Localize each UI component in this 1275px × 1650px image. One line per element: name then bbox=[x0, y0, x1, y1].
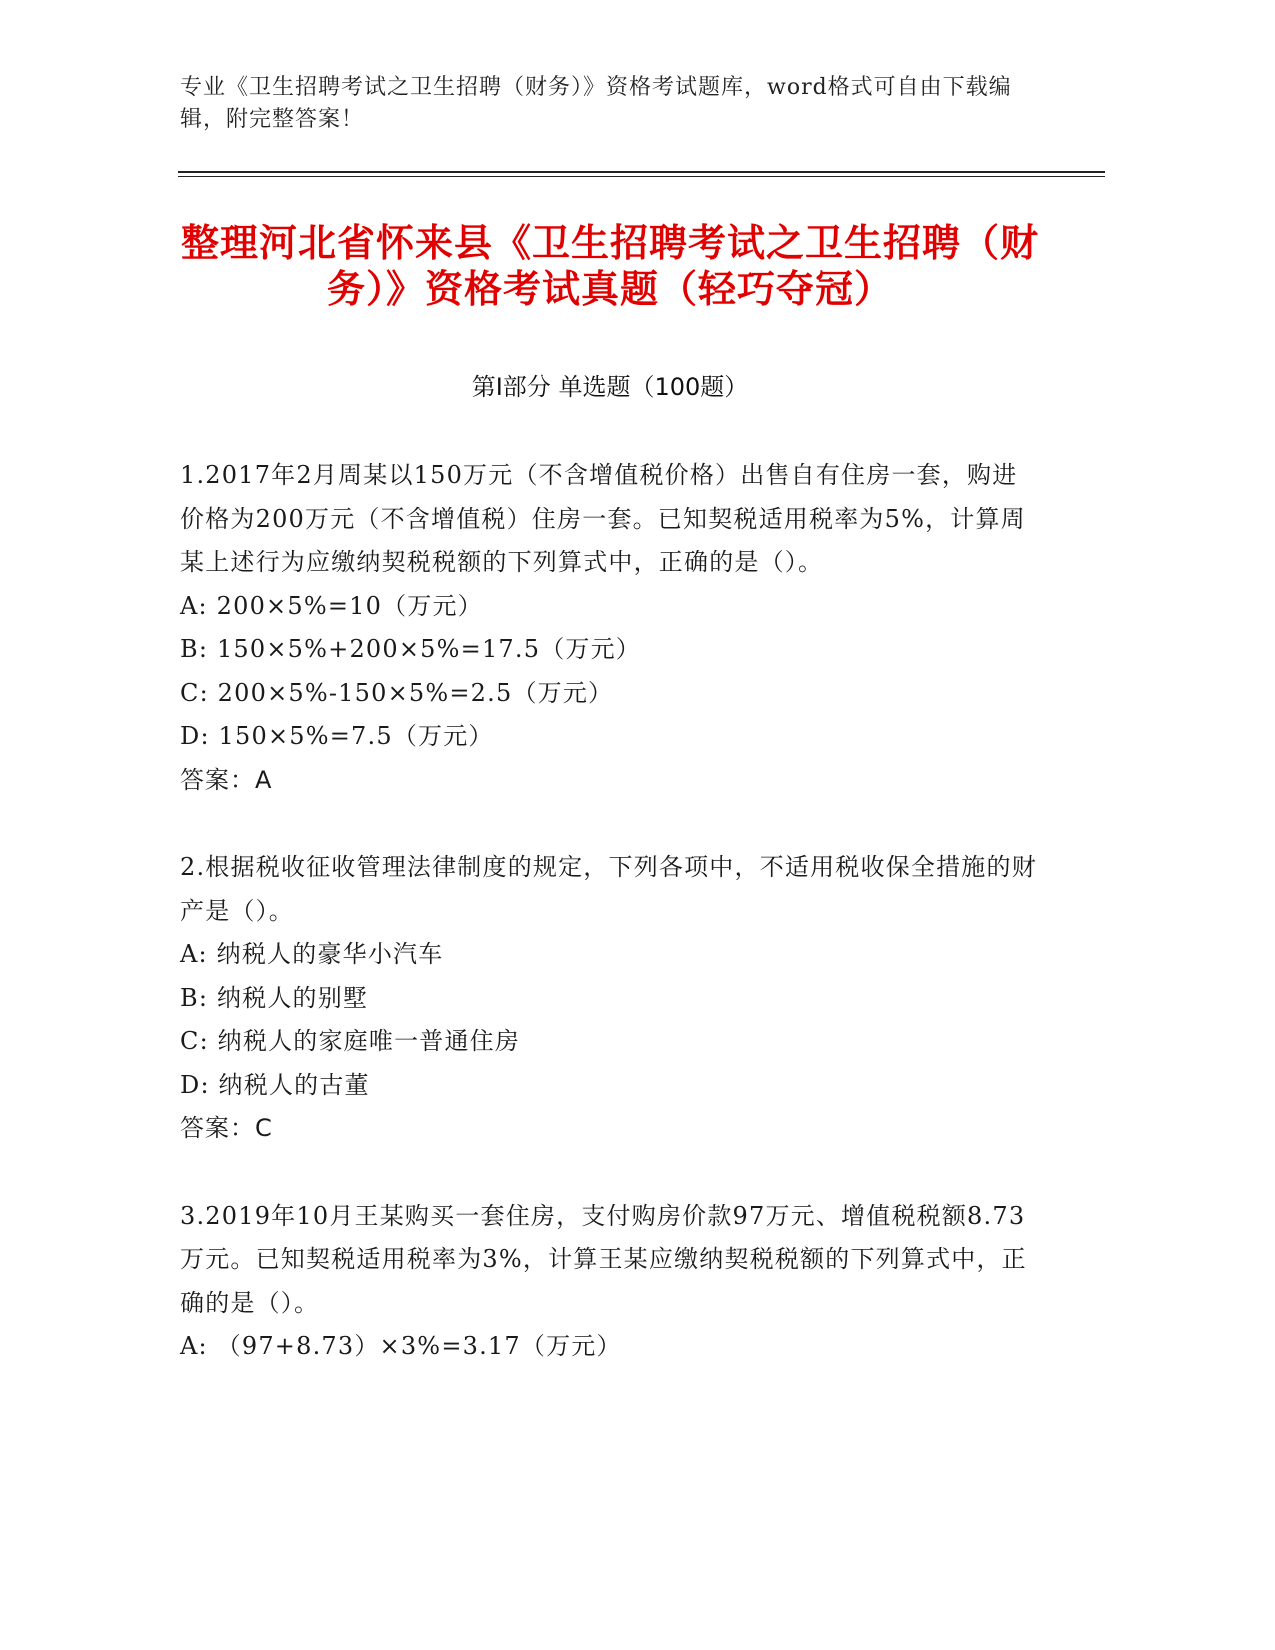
option-c: C: 纳税人的家庭唯一普通住房 bbox=[180, 1027, 521, 1055]
question-3 bbox=[180, 1195, 1040, 1369]
document-title: 整理河北省怀来县《卫生招聘考试之卫生招聘（财务）》资格考试真题（轻巧夺冠） bbox=[180, 221, 1039, 311]
option-a: A: 纳税人的豪华小汽车 bbox=[180, 940, 444, 968]
option-b: B: 150×5%+200×5%=17.5（万元） bbox=[180, 635, 641, 663]
answer: 答案：A bbox=[180, 765, 273, 794]
question-stem: 2.根据税收征收管理法律制度的规定，下列各项中，不适用税收保全措施的财产是（）。 bbox=[180, 853, 1037, 925]
section-title: 第Ⅰ部分 单选题（100题） bbox=[471, 373, 749, 401]
question-list bbox=[180, 454, 1040, 1413]
answer: 答案：C bbox=[180, 1114, 273, 1142]
question-1 bbox=[180, 454, 1040, 802]
header-divider-thick bbox=[178, 171, 1105, 173]
option-a: A: （97+8.73）×3%=3.17（万元） bbox=[180, 1332, 622, 1360]
option-d: D: 纳税人的古董 bbox=[180, 1070, 370, 1099]
question-2 bbox=[180, 846, 1040, 1151]
question-stem: 1.2017年2月周某以150万元（不含增值税价格）出售自有住房一套，购进价格为200万元（不含增值税）住房一套。已知契税适用税率为5%，计算周某上述行为应缴纳契税税额的下列算式中，正确的是（）。 bbox=[180, 461, 1026, 576]
header-divider-thin bbox=[178, 176, 1105, 177]
option-d: D: 150×5%=7.5（万元） bbox=[180, 722, 494, 750]
question-stem: 3.2019年10月王某购买一套住房，支付购房价款97万元、增值税税额8.73万元。已知契税适用税率为3%，计算王某应缴纳契税税额的下列算式中，正确的是（）。 bbox=[180, 1201, 1027, 1317]
option-a: A: 200×5%=10（万元） bbox=[180, 591, 483, 620]
option-b: B: 纳税人的别墅 bbox=[180, 983, 369, 1012]
header-note: 专业《卫生招聘考试之卫生招聘（财务）》资格考试题库，word格式可自由下载编辑，附完整答案！ bbox=[180, 75, 1012, 132]
option-c: C: 200×5%-150×5%=2.5（万元） bbox=[180, 678, 614, 707]
